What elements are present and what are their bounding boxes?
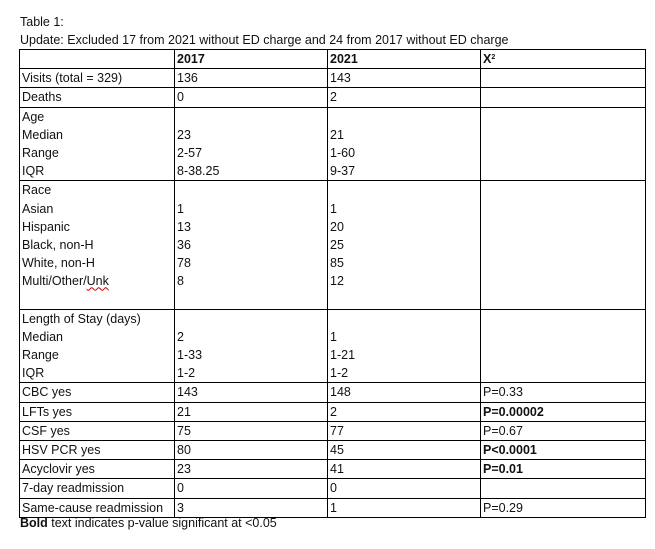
cell-x2: P=0.67	[481, 421, 646, 440]
table-row	[20, 69, 646, 88]
cell-2021-group	[328, 309, 481, 383]
row-label: HSV PCR yes	[20, 441, 175, 460]
cell-2017: 36	[177, 237, 191, 252]
cell-2021: 21	[330, 127, 344, 142]
cell-x2	[481, 69, 646, 88]
group-heading: Age	[22, 109, 45, 124]
row-label: Hispanic	[22, 219, 70, 234]
row-label: Median	[22, 329, 63, 344]
row-label: Median	[22, 127, 63, 142]
header-row	[20, 50, 646, 69]
cell-x2-significant: P<0.0001	[481, 441, 646, 460]
cell-2021: 12	[330, 274, 344, 289]
table-title: Table 1:	[20, 15, 64, 29]
cell-2021-group	[328, 107, 481, 181]
cell-2021: 1-2	[330, 366, 349, 381]
header-2017: 2017	[175, 50, 328, 69]
row-label: IQR	[22, 366, 45, 381]
table-row	[20, 421, 646, 440]
cell-2017: 143	[175, 383, 328, 402]
cell-2021: 0	[328, 479, 481, 498]
table-row	[20, 383, 646, 402]
cell-2017: 13	[177, 219, 191, 234]
table-footnote	[20, 514, 277, 532]
cell-x2	[481, 309, 646, 383]
cell-2017: 1-2	[177, 366, 196, 381]
row-label: 7-day readmission	[20, 479, 175, 498]
cell-2021: 45	[328, 441, 481, 460]
cell-2017: 21	[175, 402, 328, 421]
cell-2021: 143	[328, 69, 481, 88]
header-chi-square	[481, 50, 646, 69]
header-empty-cell	[20, 50, 175, 69]
cell-2021: 1	[330, 329, 337, 344]
footnote-bold-word: Bold	[20, 516, 48, 530]
cell-2021: 1	[328, 498, 481, 517]
cell-x2	[481, 181, 646, 309]
cell-2017: 2-57	[177, 145, 203, 160]
table-row-race	[20, 181, 646, 309]
cell-x2-significant: P=0.00002	[481, 402, 646, 421]
cell-2021: 2	[328, 88, 481, 107]
cell-2021: 1-21	[330, 348, 356, 363]
row-label: IQR	[22, 164, 45, 179]
cell-2021: 85	[330, 256, 344, 271]
cell-2017: 75	[175, 421, 328, 440]
cell-2021: 41	[328, 460, 481, 479]
cell-2017: 80	[175, 441, 328, 460]
row-label	[22, 272, 174, 290]
cell-x2	[481, 88, 646, 107]
row-label: Asian	[22, 201, 54, 216]
cell-x2: P=0.29	[481, 498, 646, 517]
row-label: Range	[22, 348, 59, 363]
table-subtitle: Update: Excluded 17 from 2021 without ED charge and 24 from 2017 without ED charge	[20, 33, 509, 47]
row-label: Black, non-H	[22, 237, 94, 252]
row-label: Visits (total = 329)	[20, 69, 175, 88]
cell-2017: 1-33	[177, 348, 203, 363]
footnote-text: text indicates p-value significant at <0.05	[47, 516, 277, 530]
cell-2021: 20	[330, 219, 344, 234]
multi-label-prefix: Multi/Other/	[22, 274, 87, 289]
row-label: Deaths	[20, 88, 175, 107]
cell-2017: 3	[175, 498, 328, 517]
cell-2017: 8	[177, 274, 184, 289]
cell-2021-group	[328, 181, 481, 309]
row-label: Same-cause readmission	[20, 498, 175, 517]
cell-2017: 8-38.25	[177, 164, 220, 179]
table-row	[20, 88, 646, 107]
cell-2021: 148	[328, 383, 481, 402]
cell-2017-group	[175, 107, 328, 181]
cell-2017: 78	[177, 256, 191, 271]
row-label-group	[20, 309, 175, 383]
row-label: CBC yes	[20, 383, 175, 402]
cell-2017: 23	[175, 460, 328, 479]
row-label: CSF yes	[20, 421, 175, 440]
cell-2021: 25	[330, 237, 344, 252]
cell-2017-group	[175, 309, 328, 383]
group-heading: Length of Stay (days)	[22, 311, 141, 326]
cell-2021: 1	[330, 201, 337, 216]
table-row	[20, 441, 646, 460]
cell-x2-significant: P=0.01	[481, 460, 646, 479]
cell-2021: 1-60	[330, 145, 356, 160]
cell-2021: 2	[328, 402, 481, 421]
cell-2017: 136	[175, 69, 328, 88]
row-label-group	[20, 181, 175, 309]
chi-symbol: X	[483, 52, 492, 66]
cell-x2	[481, 107, 646, 181]
cell-2017: 0	[175, 88, 328, 107]
table-row	[20, 479, 646, 498]
group-heading: Race	[22, 183, 52, 198]
cell-2017: 1	[177, 201, 184, 216]
row-label: Acyclovir yes	[20, 460, 175, 479]
table-row-los	[20, 309, 646, 383]
row-label-group	[20, 107, 175, 181]
row-label: LFTs yes	[20, 402, 175, 421]
table-row	[20, 402, 646, 421]
cell-2021: 77	[328, 421, 481, 440]
cell-2017: 2	[177, 329, 184, 344]
row-label: Range	[22, 145, 59, 160]
chi-superscript: 2	[491, 54, 496, 61]
cell-x2	[481, 479, 646, 498]
cell-x2: P=0.33	[481, 383, 646, 402]
results-table	[19, 49, 646, 518]
cell-2021: 9-37	[330, 164, 356, 179]
table-row-age	[20, 107, 646, 181]
table-row	[20, 460, 646, 479]
row-label: White, non-H	[22, 256, 95, 271]
cell-2017: 0	[175, 479, 328, 498]
cell-2017-group	[175, 181, 328, 309]
header-2021: 2021	[328, 50, 481, 69]
cell-2017: 23	[177, 127, 191, 142]
multi-label-suffix: Unk	[86, 274, 109, 289]
